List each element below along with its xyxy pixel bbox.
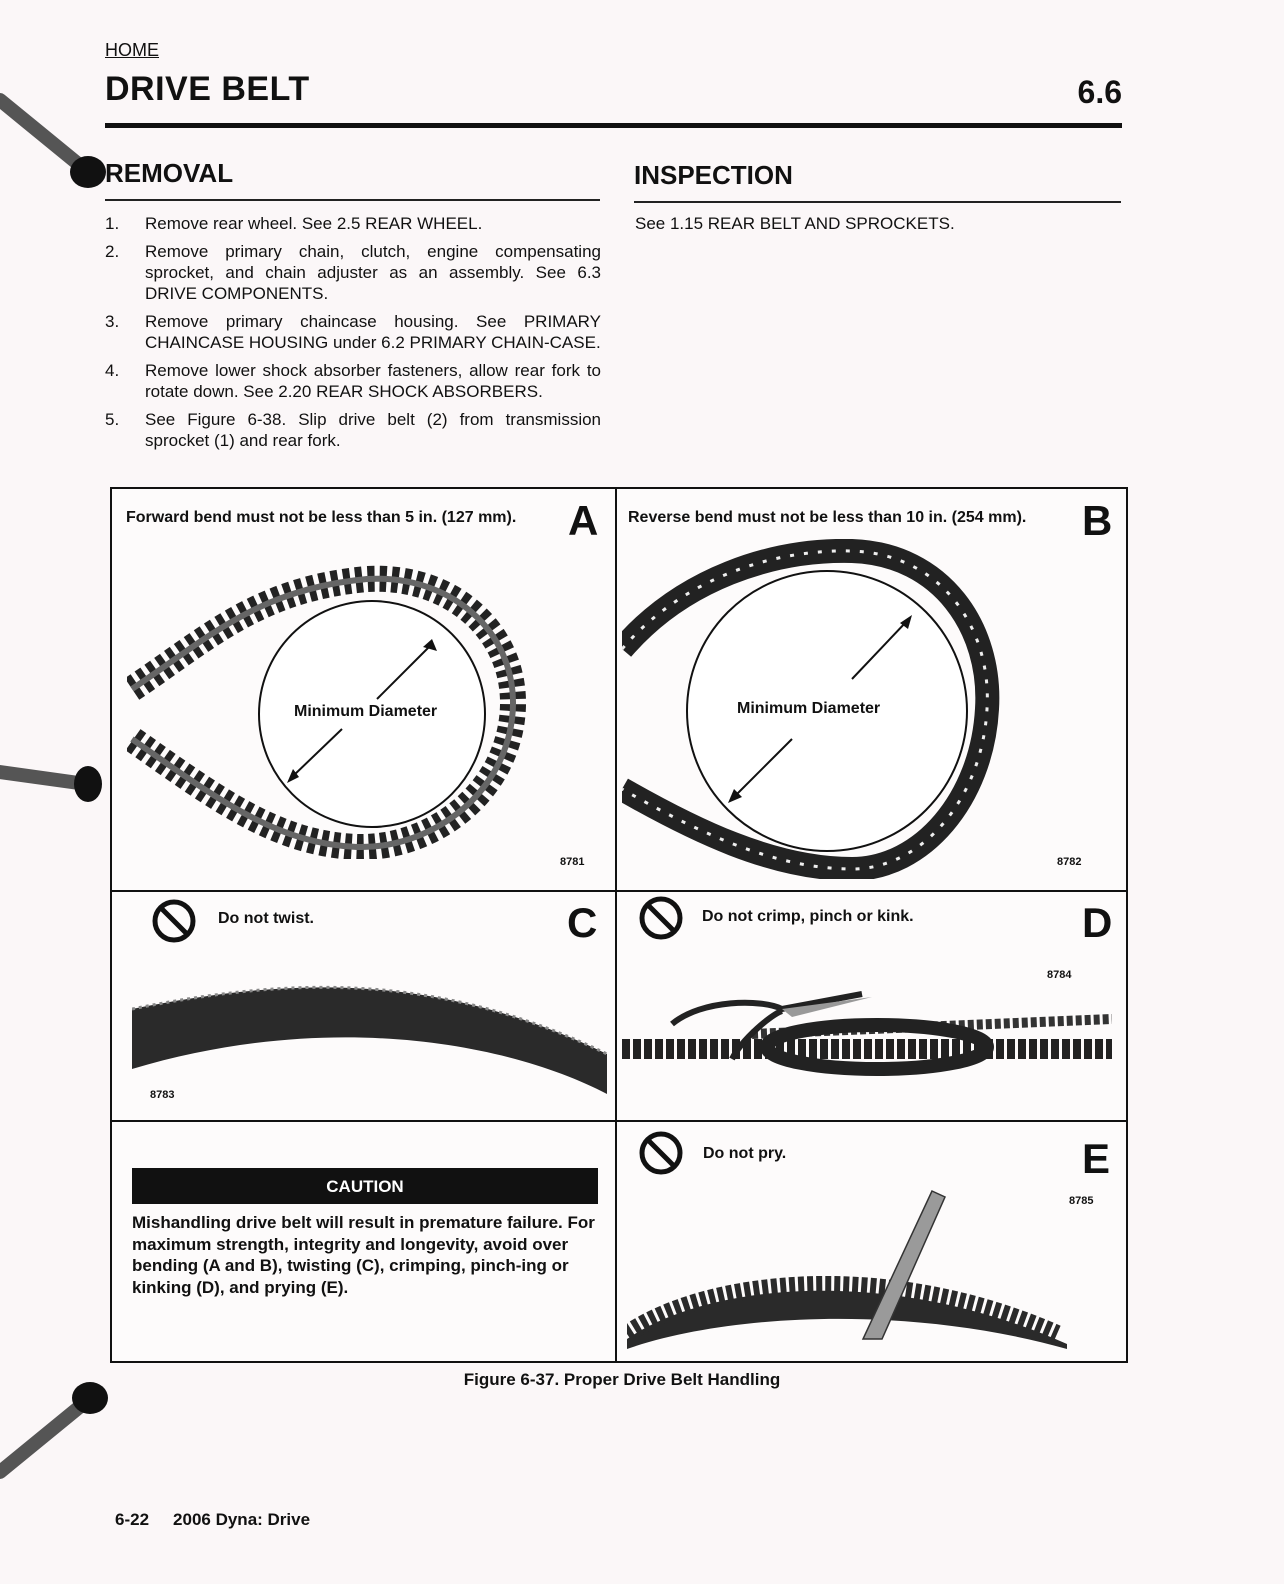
removal-steps: [105, 213, 601, 458]
panel-d-code: 8784: [1047, 969, 1072, 981]
step-number: 5.: [105, 410, 120, 429]
figure-caption: Figure 6-37. Proper Drive Belt Handling: [463, 1370, 781, 1389]
removal-heading: REMOVAL: [105, 158, 234, 188]
home-link[interactable]: HOME: [105, 40, 159, 60]
inspection-text: See 1.15 REAR BELT AND SPROCKETS.: [635, 214, 955, 233]
panel-e-letter: E: [1082, 1135, 1111, 1182]
panel-b-code: 8782: [1057, 856, 1082, 868]
panel-d-caption: Do not crimp, pinch or kink.: [702, 908, 914, 925]
book-title: 2006 Dyna: Drive: [173, 1510, 311, 1529]
figure-divider-row1: [112, 890, 1126, 892]
page-footer: [115, 1510, 310, 1530]
pried-belt-illustration: [627, 1189, 1067, 1349]
removal-rule: [105, 199, 600, 201]
belt-handling-figure: [110, 487, 1128, 1363]
panel-c-letter: C: [567, 899, 598, 946]
figure-divider-row2: [112, 1120, 1126, 1122]
step-text: Remove lower shock absorber fasteners, allow rear fork to rotate down. See 2.20 REAR SHOCK ABSORBERS.: [145, 361, 601, 401]
panel-e-code: 8785: [1069, 1195, 1094, 1207]
list-item: [105, 360, 601, 402]
panel-b-min-diameter: Minimum Diameter: [737, 700, 881, 717]
panel-e-caption: Do not pry.: [703, 1145, 787, 1162]
prohibited-icon: [639, 896, 683, 940]
inspection-rule: [634, 201, 1121, 203]
figure-divider-vertical: [615, 489, 617, 1361]
prohibited-icon: [639, 1131, 683, 1175]
step-text: Remove primary chaincase housing. See PRIMARY CHAINCASE HOUSING under 6.2 PRIMARY CHAIN-CASE.: [145, 312, 601, 352]
title-rule: [105, 123, 1122, 128]
panel-c-code: 8783: [150, 1089, 175, 1101]
panel-a-caption: Forward bend must not be less than 5 in. (127 mm).: [126, 509, 517, 526]
panel-c-caption: Do not twist.: [218, 910, 314, 927]
inspection-heading: INSPECTION: [634, 160, 793, 190]
caution-text: Mishandling drive belt will result in premature failure. For maximum strength, integrity and longevity, avoid over bending (A and B), twisting (C), crimping, pinch-ing or kinking (D), and prying (E).: [132, 1213, 595, 1297]
crimped-belt-illustration: [622, 989, 1112, 1099]
step-text: See Figure 6-38. Slip drive belt (2) from transmission sprocket (1) and rear fork.: [145, 410, 601, 450]
step-number: 2.: [105, 242, 120, 261]
panel-a-letter: A: [568, 497, 599, 544]
step-number: 1.: [105, 214, 120, 233]
twisted-belt-illustration: [132, 974, 607, 1099]
panel-d-letter: D: [1082, 899, 1113, 946]
prohibited-icon: [152, 899, 196, 943]
step-number: 4.: [105, 361, 120, 380]
section-number: 6.6: [1077, 74, 1122, 110]
step-number: 3.: [105, 312, 120, 331]
panel-a-min-diameter: Minimum Diameter: [294, 703, 438, 720]
list-item: [105, 409, 601, 451]
list-item: [105, 213, 601, 234]
step-text: Remove primary chain, clutch, engine compensating sprocket, and chain adjuster as an assembly. See 6.3 DRIVE COMPONENTS.: [145, 242, 601, 303]
panel-a-code: 8781: [560, 856, 585, 868]
caution-heading: CAUTION: [132, 1168, 598, 1204]
list-item: [105, 241, 601, 304]
panel-b-caption: Reverse bend must not be less than 10 in. (254 mm).: [628, 509, 1027, 526]
page-number: 6-22: [115, 1510, 150, 1529]
panel-b-letter: B: [1082, 497, 1113, 544]
page-title: DRIVE BELT: [105, 70, 310, 108]
step-text: Remove rear wheel. See 2.5 REAR WHEEL.: [145, 214, 483, 233]
list-item: [105, 311, 601, 353]
